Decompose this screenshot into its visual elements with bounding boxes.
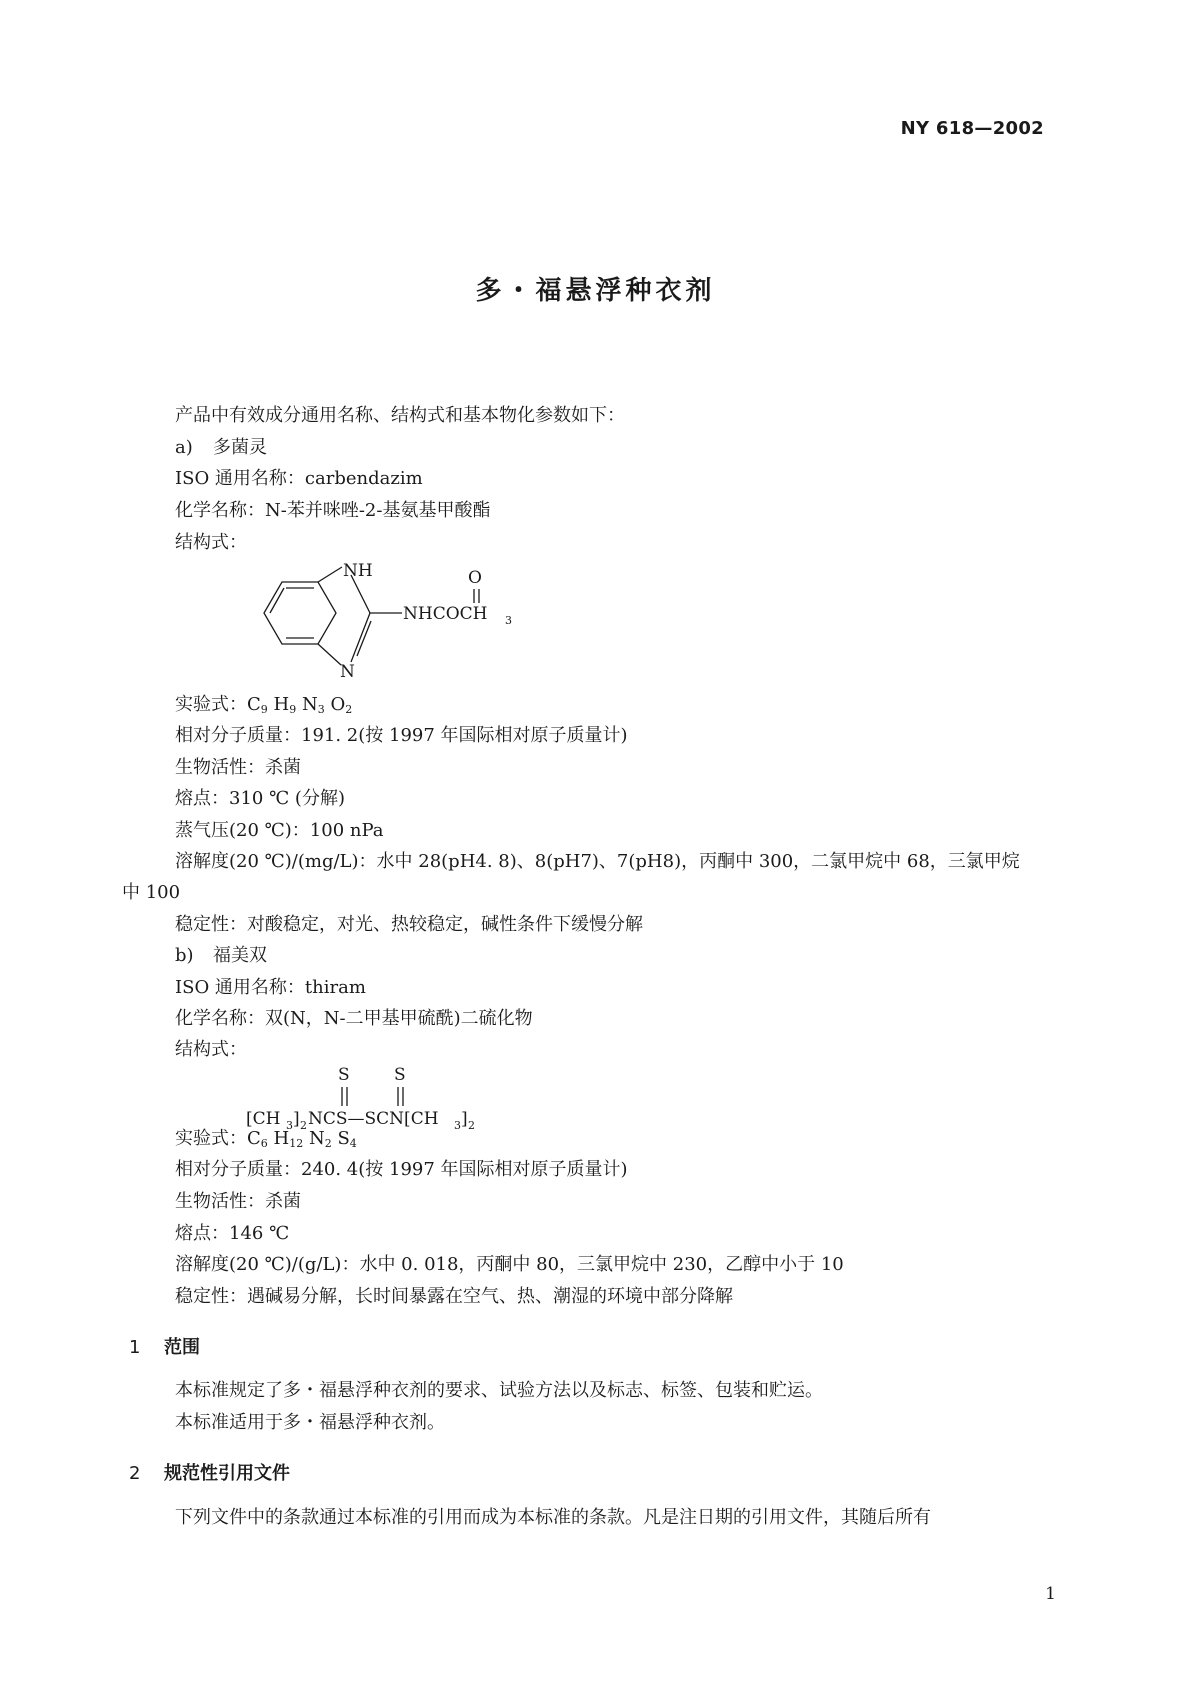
item-a-heading (175, 437, 267, 459)
section-1-heading (129, 1333, 200, 1359)
formula-s: S (337, 1128, 350, 1149)
formula-n-count: 3 (317, 703, 325, 716)
intro-text: 产品中有效成分通用名称、结构式和基本物化参数如下： (175, 405, 625, 426)
carbendazim-melting: 熔点：310 ℃ (分解) (175, 788, 345, 809)
struct-o-label: O (468, 568, 482, 588)
thiram-left-group: [CH (246, 1109, 281, 1129)
carbendazim-mass: 相对分子质量：191. 2(按 1997 年国际相对原子质量计) (175, 725, 628, 746)
item-b-name: 福美双 (213, 945, 267, 966)
section-1-number: 1 (129, 1337, 141, 1358)
struct-n-label: N (340, 662, 355, 682)
thiram-right-sub3: 3 (454, 1119, 461, 1132)
formula-o-count: 2 (345, 703, 353, 716)
struct-chain-label: NHCOCH (403, 604, 488, 624)
section-1-para-1: 本标准规定了多・福悬浮种衣剂的要求、试验方法以及标志、标签、包装和贮运。 (175, 1380, 823, 1401)
standard-number: NY 618—2002 (900, 118, 1044, 139)
formula-n: N (308, 1128, 325, 1149)
thiram-s-right: S (394, 1065, 406, 1085)
formula-c-count: 9 (260, 703, 268, 716)
formula-c: C (247, 694, 261, 715)
section-2-title: 规范性引用文件 (164, 1463, 290, 1484)
formula-h-count: 9 (289, 703, 297, 716)
thiram-middle: NCS—SCN[CH (308, 1109, 439, 1129)
thiram-left-close: ] (293, 1109, 300, 1129)
carbendazim-structure (230, 555, 560, 690)
thiram-struct-label: 结构式： (175, 1039, 247, 1060)
thiram-stability: 稳定性：遇碱易分解，长时间暴露在空气、热、潮湿的环境中部分降解 (175, 1286, 733, 1307)
formula-label: 实验式： (175, 1128, 247, 1149)
section-1-para-2: 本标准适用于多・福悬浮种衣剂。 (175, 1412, 445, 1433)
formula-n: N (301, 694, 318, 715)
document-title: 多・福悬浮种衣剂 (475, 276, 716, 306)
formula-h: H (273, 694, 290, 715)
thiram-right-sub2: 2 (468, 1119, 475, 1132)
page-number: 1 (1045, 1584, 1056, 1604)
carbendazim-solubility-1: 溶解度(20 ℃)/(mg/L)：水中 28(pH4. 8)、8(pH7)、7(pH8)，丙酮中 300，二氯甲烷中 68，三氯甲烷 (175, 851, 1020, 872)
item-b-heading (175, 945, 267, 967)
section-1-title: 范围 (164, 1337, 200, 1358)
section-2-heading (129, 1459, 290, 1485)
formula-c: C (247, 1128, 261, 1149)
carbendazim-iso-name: ISO 通用名称：carbendazim (175, 468, 423, 489)
thiram-solubility: 溶解度(20 ℃)/(g/L)：水中 0. 018，丙酮中 80，三氯甲烷中 230，乙醇中小于 10 (175, 1254, 844, 1275)
thiram-right-close: ] (461, 1109, 468, 1129)
thiram-structure (240, 1060, 540, 1135)
carbendazim-formula (175, 694, 352, 721)
carbendazim-struct-label: 结构式： (175, 532, 247, 553)
carbendazim-vapor: 蒸气压(20 ℃)：100 nPa (175, 820, 384, 841)
struct-nh-label: NH (343, 561, 373, 581)
section-2-number: 2 (129, 1463, 141, 1484)
thiram-left-sub3: 3 (286, 1119, 293, 1132)
item-b-mark: b) (175, 945, 194, 966)
carbendazim-chem-name: 化学名称：N-苯并咪唑-2-基氨基甲酸酯 (175, 500, 491, 521)
thiram-mass: 相对分子质量：240. 4(按 1997 年国际相对原子质量计) (175, 1159, 628, 1180)
formula-h-count: 12 (289, 1137, 304, 1150)
thiram-chem-name: 化学名称：双(N，N-二甲基甲硫酰)二硫化物 (175, 1008, 533, 1029)
carbendazim-solubility-2: 中 100 (122, 882, 181, 903)
formula-label: 实验式： (175, 694, 247, 715)
thiram-s-left: S (338, 1065, 350, 1085)
thiram-left-sub2: 2 (300, 1119, 307, 1132)
formula-h: H (273, 1128, 290, 1149)
thiram-formula (175, 1128, 357, 1155)
formula-n-count: 2 (324, 1137, 332, 1150)
item-a-name: 多菌灵 (213, 437, 267, 458)
carbendazim-stability: 稳定性：对酸稳定，对光、热较稳定，碱性条件下缓慢分解 (175, 914, 643, 935)
formula-c-count: 6 (260, 1137, 268, 1150)
formula-o: O (330, 694, 346, 715)
item-a-mark: a) (175, 437, 193, 458)
carbendazim-activity: 生物活性：杀菌 (175, 757, 301, 778)
thiram-iso-name: ISO 通用名称：thiram (175, 977, 366, 998)
formula-s-count: 4 (349, 1137, 357, 1150)
section-2-para-1: 下列文件中的条款通过本标准的引用而成为本标准的条款。凡是注日期的引用文件，其随后所有 (175, 1507, 931, 1528)
thiram-activity: 生物活性：杀菌 (175, 1191, 301, 1212)
thiram-melting: 熔点：146 ℃ (175, 1223, 290, 1244)
struct-chain-sub: 3 (505, 614, 512, 627)
